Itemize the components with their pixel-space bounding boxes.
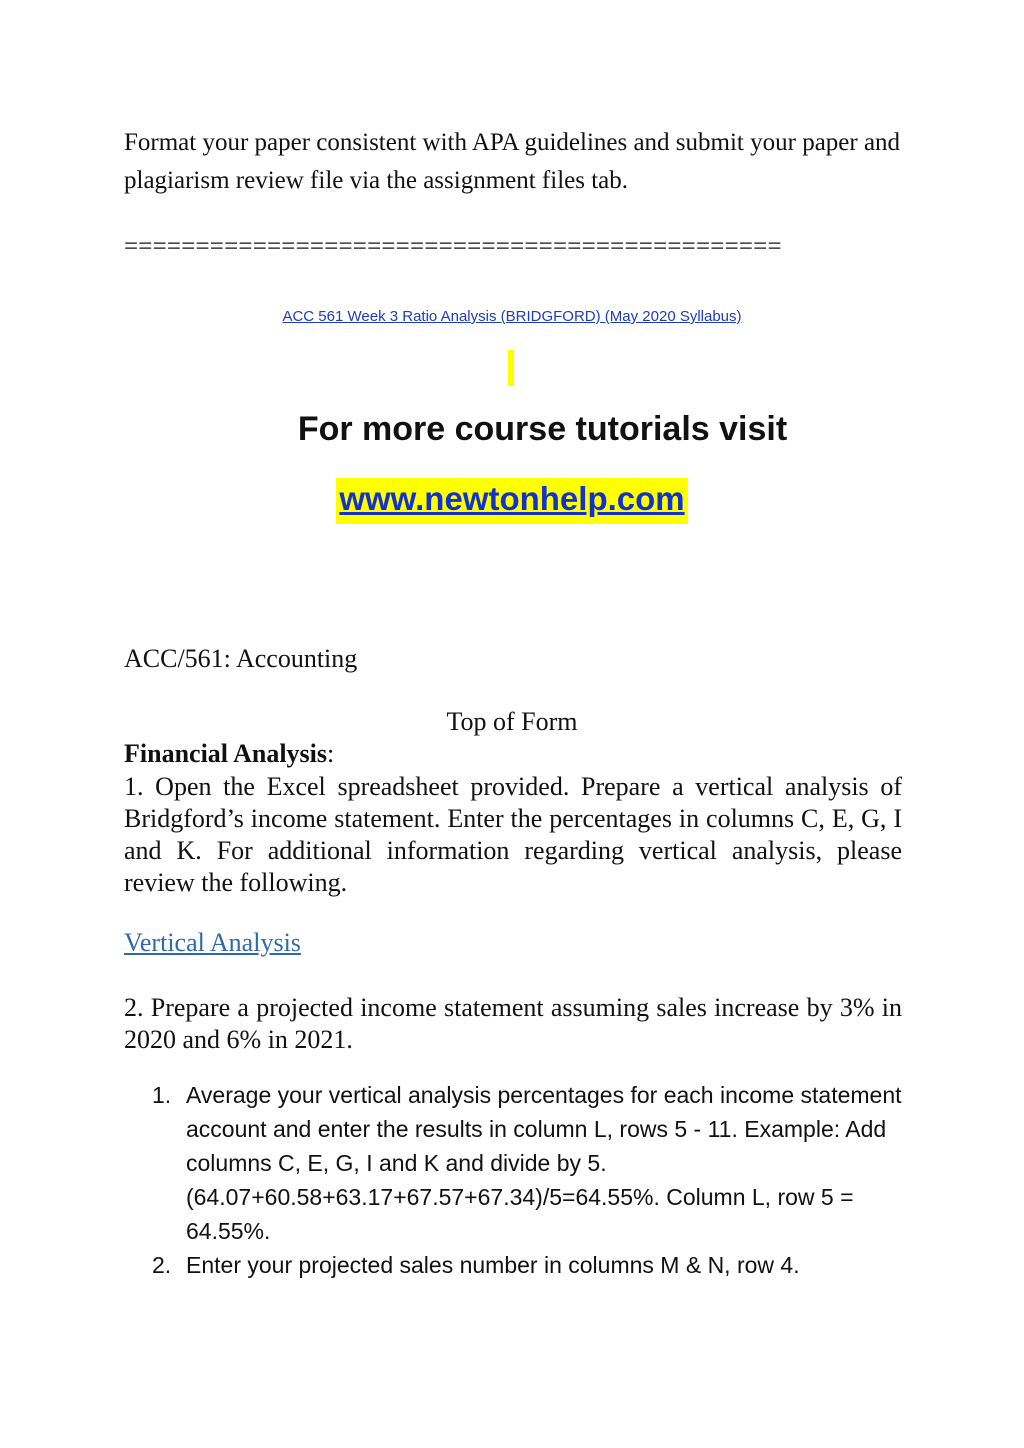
section-heading-text: Financial Analysis [124,739,327,768]
top-of-form-label: Top of Form [446,707,578,736]
list-item-number: 1. [152,1082,172,1108]
list-item-text: Average your vertical analysis percentages for each income statement account and enter the results in column L, rows 5 - 11. Example: Add columns C, E, G, I and K and divide by 5. (64.07+60.58+63.17+67.57+67.34)/5=64.55%. Column L, row 5 = 64.55%. [186,1082,902,1244]
instruction-item-1: 1. Open the Excel spreadsheet provided. Prepare a vertical analysis of Bridgford’s income statement. Enter the percentages in columns C, E, G, I and K. For additional information regarding vertical analysis, please review the following. [124,772,902,897]
steps-list [124,1078,914,1282]
section-heading-colon: : [327,739,335,768]
section-heading [124,739,334,769]
intro-paragraph: Format your paper consistent with APA guidelines and submit your paper and plagiarism review file via the assignment files tab. [124,129,901,194]
list-item [124,1248,914,1282]
list-item-text: Enter your projected sales number in columns M & N, row 4. [186,1252,800,1278]
list-item-number: 2. [152,1252,172,1278]
list-item [124,1078,914,1248]
vertical-analysis-link[interactable]: Vertical Analysis [124,928,301,957]
promo-heading: For more course tutorials visit [297,410,788,448]
course-title: ACC/561: Accounting [124,644,358,673]
instruction-item-2: 2. Prepare a projected income statement assuming sales increase by 3% in 2020 and 6% in 2021. [124,993,902,1054]
promo-site-link[interactable]: www.newtonhelp.com [336,478,687,524]
text-cursor-highlight [508,350,514,386]
promo-site-container [0,478,1024,524]
separator-line: ============================================== [124,233,782,260]
course-link[interactable]: ACC 561 Week 3 Ratio Analysis (BRIDGFORD) (May 2020 Syllabus) [282,308,742,325]
